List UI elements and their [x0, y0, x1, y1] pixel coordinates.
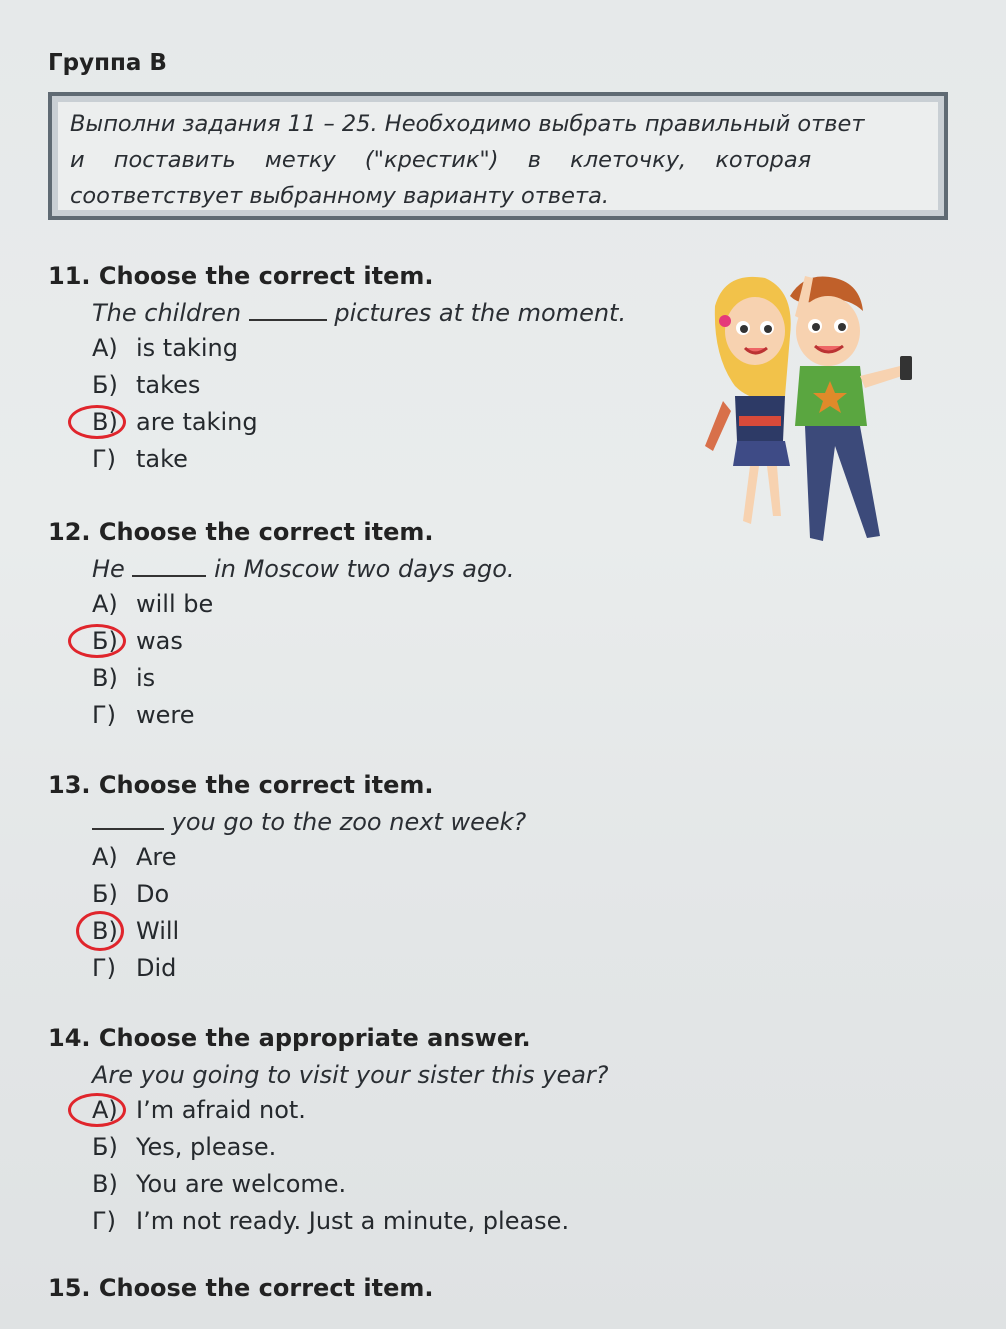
option-text: is taking [136, 334, 238, 362]
question-11 [48, 262, 626, 478]
children-selfie-illustration-icon [695, 266, 935, 556]
option-letter: Г) [92, 445, 116, 473]
instruction-line-3: соответствует выбранному варианту ответа. [70, 183, 610, 209]
option-g[interactable] [92, 1203, 609, 1240]
option-letter: Б) [92, 371, 118, 399]
option-letter: Г) [92, 701, 116, 729]
option-text: is [136, 664, 156, 692]
question-title: 14. Choose the appropriate answer. [48, 1024, 531, 1052]
stem-before: He [92, 555, 125, 583]
question-15 [48, 1274, 433, 1302]
option-letter: А) [92, 843, 118, 871]
question-14 [48, 1024, 609, 1240]
answer-blank [249, 297, 327, 321]
stem-after: in Moscow two days ago. [214, 555, 515, 583]
option-v[interactable] [92, 1166, 609, 1203]
question-13 [48, 771, 526, 987]
stem-before: The children [92, 299, 242, 327]
question-stem: Are you going to visit your sister this year? [92, 1061, 609, 1089]
option-letter: В) [92, 408, 118, 436]
question-stem [92, 296, 626, 330]
option-letter: В) [92, 917, 118, 945]
option-text: Do [136, 880, 170, 908]
question-stem [92, 552, 515, 586]
question-title: 15. Choose the correct item. [48, 1274, 434, 1302]
option-text: I’m afraid not. [136, 1096, 306, 1124]
options-list [92, 330, 626, 478]
option-text: were [136, 701, 195, 729]
option-letter: В) [92, 1170, 118, 1198]
stem-after: you go to the zoo next week? [171, 808, 527, 836]
option-text: Will [136, 917, 180, 945]
option-letter: Б) [92, 627, 118, 655]
option-text: Yes, please. [136, 1133, 277, 1161]
option-g[interactable] [92, 441, 626, 478]
option-letter: Б) [92, 880, 118, 908]
answer-blank [132, 553, 206, 577]
question-title: 13. Choose the correct item. [48, 771, 434, 799]
option-text: I’m not ready. Just a minute, please. [136, 1207, 570, 1235]
question-title: 12. Choose the correct item. [48, 518, 434, 546]
instruction-line-2: и поставить метку ("крестик") в клеточку, которая [70, 147, 812, 173]
options-list [92, 586, 515, 734]
option-g[interactable] [92, 950, 526, 987]
answer-circle-mark [68, 624, 126, 658]
option-b[interactable] [92, 1129, 609, 1166]
option-text: You are welcome. [136, 1170, 347, 1198]
option-letter: Г) [92, 1207, 116, 1235]
option-a[interactable] [92, 1092, 609, 1129]
answer-circle-mark [68, 405, 126, 439]
options-list [92, 839, 526, 987]
option-v[interactable] [92, 660, 515, 697]
option-letter: А) [92, 590, 118, 618]
answer-blank [92, 806, 164, 830]
answer-circle-mark [68, 1093, 126, 1127]
option-b[interactable] [92, 623, 515, 660]
question-12 [48, 518, 515, 734]
option-letter: Б) [92, 1133, 118, 1161]
instruction-box [48, 92, 948, 220]
option-b[interactable] [92, 876, 526, 913]
option-v[interactable] [92, 404, 626, 441]
question-title: 11. Choose the correct item. [48, 262, 434, 290]
option-b[interactable] [92, 367, 626, 404]
option-text: Are [136, 843, 177, 871]
option-a[interactable] [92, 330, 626, 367]
option-a[interactable] [92, 839, 526, 876]
option-letter: А) [92, 334, 118, 362]
option-letter: А) [92, 1096, 118, 1124]
option-a[interactable] [92, 586, 515, 623]
option-v[interactable] [92, 913, 526, 950]
answer-circle-mark [76, 911, 124, 951]
option-text: are taking [136, 408, 258, 436]
group-title: Группа В [48, 50, 167, 76]
question-stem [92, 805, 526, 839]
option-letter: Г) [92, 954, 116, 982]
option-text: was [136, 627, 183, 655]
option-text: will be [136, 590, 214, 618]
option-text: take [136, 445, 188, 473]
option-letter: В) [92, 664, 118, 692]
option-g[interactable] [92, 697, 515, 734]
instruction-line-1: Выполни задания 11 – 25. Необходимо выбрать правильный ответ [70, 111, 865, 137]
option-text: Did [136, 954, 177, 982]
stem-after: pictures at the moment. [334, 299, 627, 327]
option-text: takes [136, 371, 201, 399]
options-list [92, 1092, 609, 1240]
